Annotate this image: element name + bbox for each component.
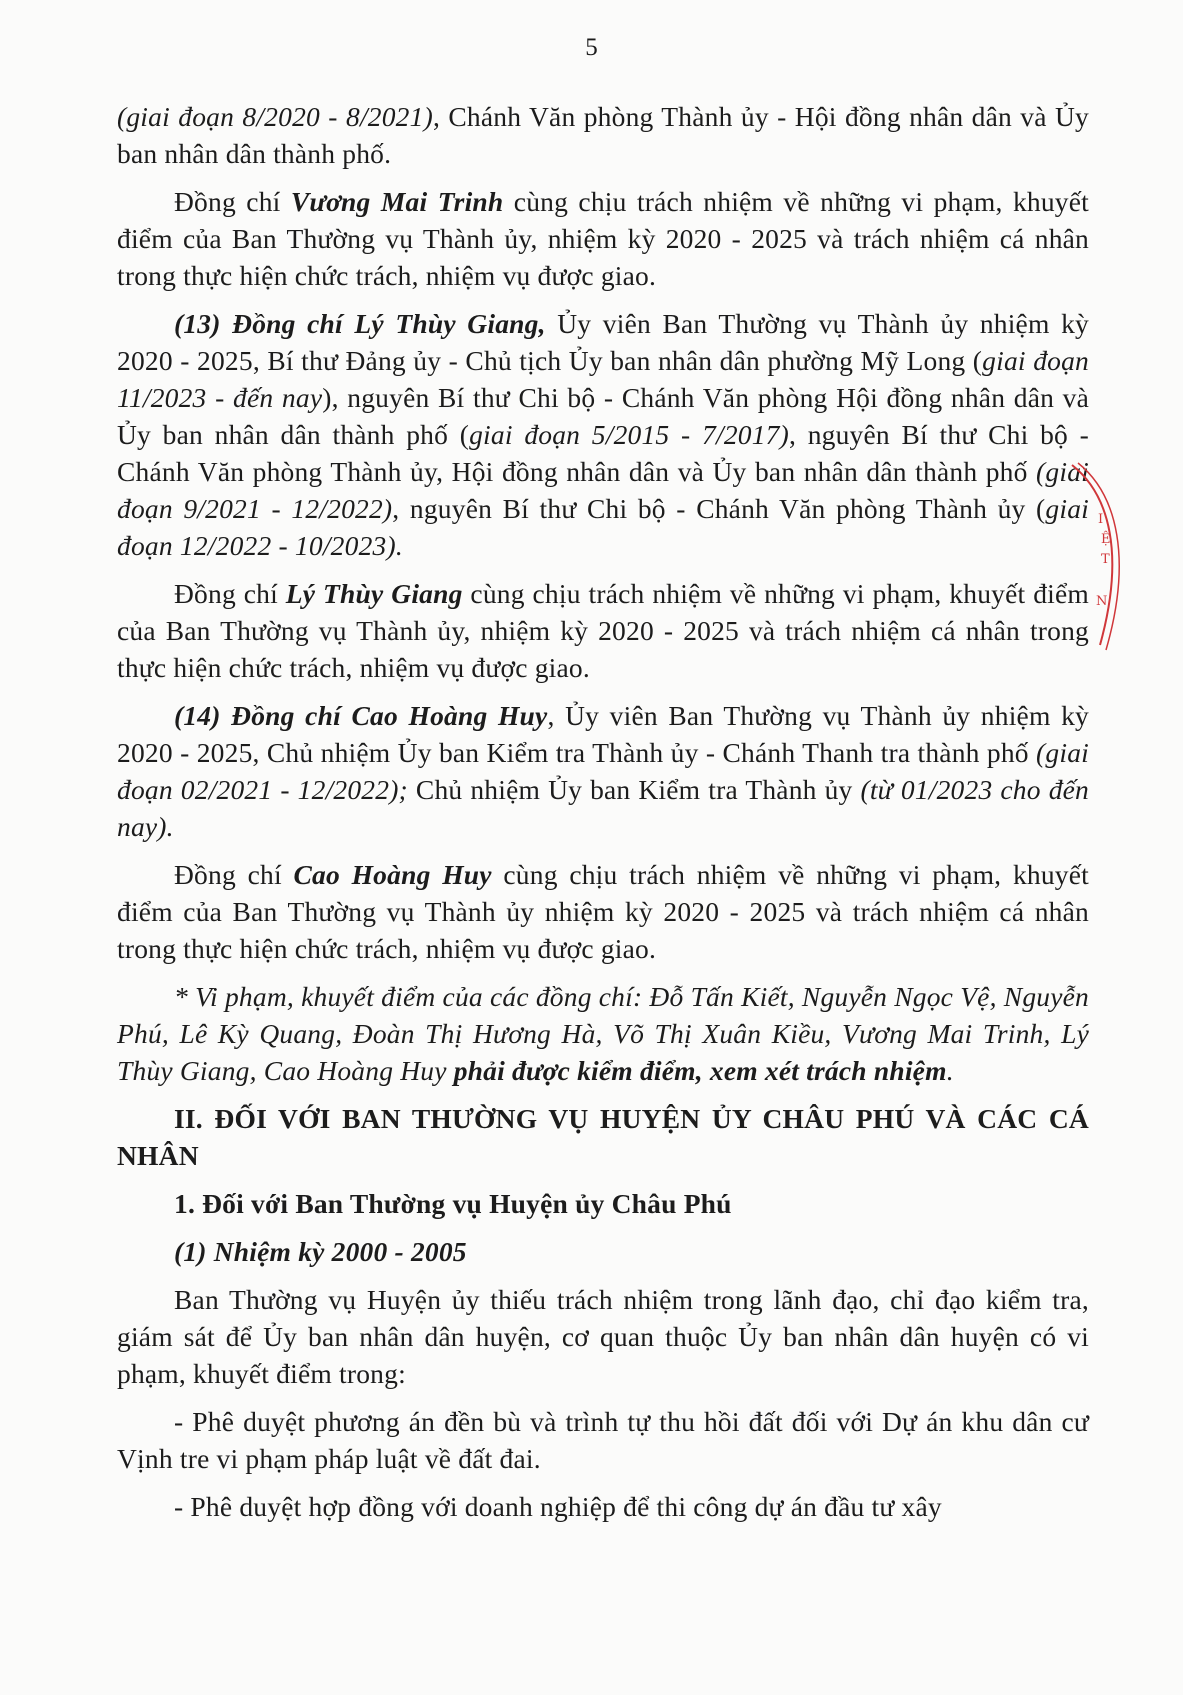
- svg-text:N: N: [1096, 594, 1108, 609]
- subsection-heading: 1. Đối với Ban Thường vụ Huyện ủy Châu Phú: [174, 1188, 732, 1219]
- paragraph-1: (giai đoạn 8/2020 - 8/2021), Chánh Văn phòng Thành ủy - Hội đồng nhân dân và Ủy ban nhân dân thành phố.: [117, 101, 1089, 169]
- svg-text:I: I: [1098, 512, 1104, 527]
- paragraph-8: Ban Thường vụ Huyện ủy thiếu trách nhiệm trong lãnh đạo, chỉ đạo kiểm tra, giám sát để Ủy ban nhân dân huyện, cơ quan thuộc Ủy ban nhân dân huyện có vi phạm, khuyết điểm trong:: [117, 1284, 1089, 1389]
- paragraph-6: Đồng chí Cao Hoàng Huy cùng chịu trách nhiệm về những vi phạm, khuyết điểm của Ban Thường vụ Thành ủy nhiệm kỳ 2020 - 2025 và trách nhiệm cá nhân trong thực hiện chức trách, nhiệm vụ được giao.: [117, 859, 1089, 964]
- paragraph-2: Đồng chí Vương Mai Trinh cùng chịu trách nhiệm về những vi phạm, khuyết điểm của Ban Thường vụ Thành ủy, nhiệm kỳ 2020 - 2025 và trách nhiệm cá nhân trong thực hiện chức trách, nhiệm vụ được giao.: [117, 186, 1089, 291]
- paragraph-7: * Vi phạm, khuyết điểm của các đồng chí: Đỗ Tấn Kiết, Nguyễn Ngọc Vệ, Nguyễn Phú, Lê Kỳ Quang, Đoàn Thị Hương Hà, Võ Thị Xuân Kiều, Vương Mai Trinh, Lý Thùy Giang, Cao Hoàng Huy phải được kiểm điểm, xem xét trách nhiệm.: [117, 981, 1089, 1086]
- person-name: Lý Thùy Giang: [285, 578, 463, 609]
- paragraph-10: - Phê duyệt hợp đồng với doanh nghiệp để thi công dự án đầu tư xây: [174, 1491, 942, 1522]
- page-number: 5: [585, 34, 598, 61]
- paragraph-4: Đồng chí Lý Thùy Giang cùng chịu trách nhiệm về những vi phạm, khuyết điểm của Ban Thường vụ Thành ủy, nhiệm kỳ 2020 - 2025 và trách nhiệm cá nhân trong thực hiện chức trách, nhiệm vụ được giao.: [117, 578, 1089, 683]
- term-heading: (1) Nhiệm kỳ 2000 - 2005: [174, 1236, 467, 1267]
- paragraph-5: (14) Đồng chí Cao Hoàng Huy, Ủy viên Ban Thường vụ Thành ủy nhiệm kỳ 2020 - 2025, Chủ nhiệm Ủy ban Kiểm tra Thành ủy - Chánh Thanh tra thành phố (giai đoạn 02/2021 - 12/2022); Chủ nhiệm Ủy ban Kiểm tra Thành ủy (từ 01/2023 cho đến nay).: [117, 700, 1089, 842]
- paragraph-9: - Phê duyệt phương án đền bù và trình tự thu hồi đất đối với Dự án khu dân cư Vịnh tre vi phạm pháp luật về đất đai.: [117, 1406, 1089, 1474]
- item-heading: (13) Đồng chí Lý Thùy Giang,: [174, 308, 546, 339]
- person-name: Cao Hoàng Huy: [293, 859, 492, 890]
- paragraph-3: (13) Đồng chí Lý Thùy Giang, Ủy viên Ban Thường vụ Thành ủy nhiệm kỳ 2020 - 2025, Bí thư Đảng ủy - Chủ tịch Ủy ban nhân dân phường Mỹ Long (giai đoạn 11/2023 - đến nay), nguyên Bí thư Chi bộ - Chánh Văn phòng Hội đồng nhân dân và Ủy ban nhân dân thành phố (giai đoạn 5/2015 - 7/2017), nguyên Bí thư Chi bộ - Chánh Văn phòng Thành ủy, Hội đồng nhân dân và Ủy ban nhân dân thành phố (giai đoạn 9/2021 - 12/2022), nguyên Bí thư Chi bộ - Chánh Văn phòng Thành ủy (giai đoạn 12/2022 - 10/2023).: [117, 308, 1089, 561]
- document-body: [117, 98, 1089, 1536]
- section-heading: II. ĐỐI VỚI BAN THƯỜNG VỤ HUYỆN ỦY CHÂU PHÚ VÀ CÁC CÁ NHÂN: [117, 1103, 1089, 1171]
- item-heading: (14) Đồng chí Cao Hoàng Huy: [174, 700, 548, 731]
- svg-text:Ệ: Ệ: [1101, 532, 1111, 547]
- person-name: Vương Mai Trinh: [290, 186, 504, 217]
- svg-text:T: T: [1101, 552, 1110, 567]
